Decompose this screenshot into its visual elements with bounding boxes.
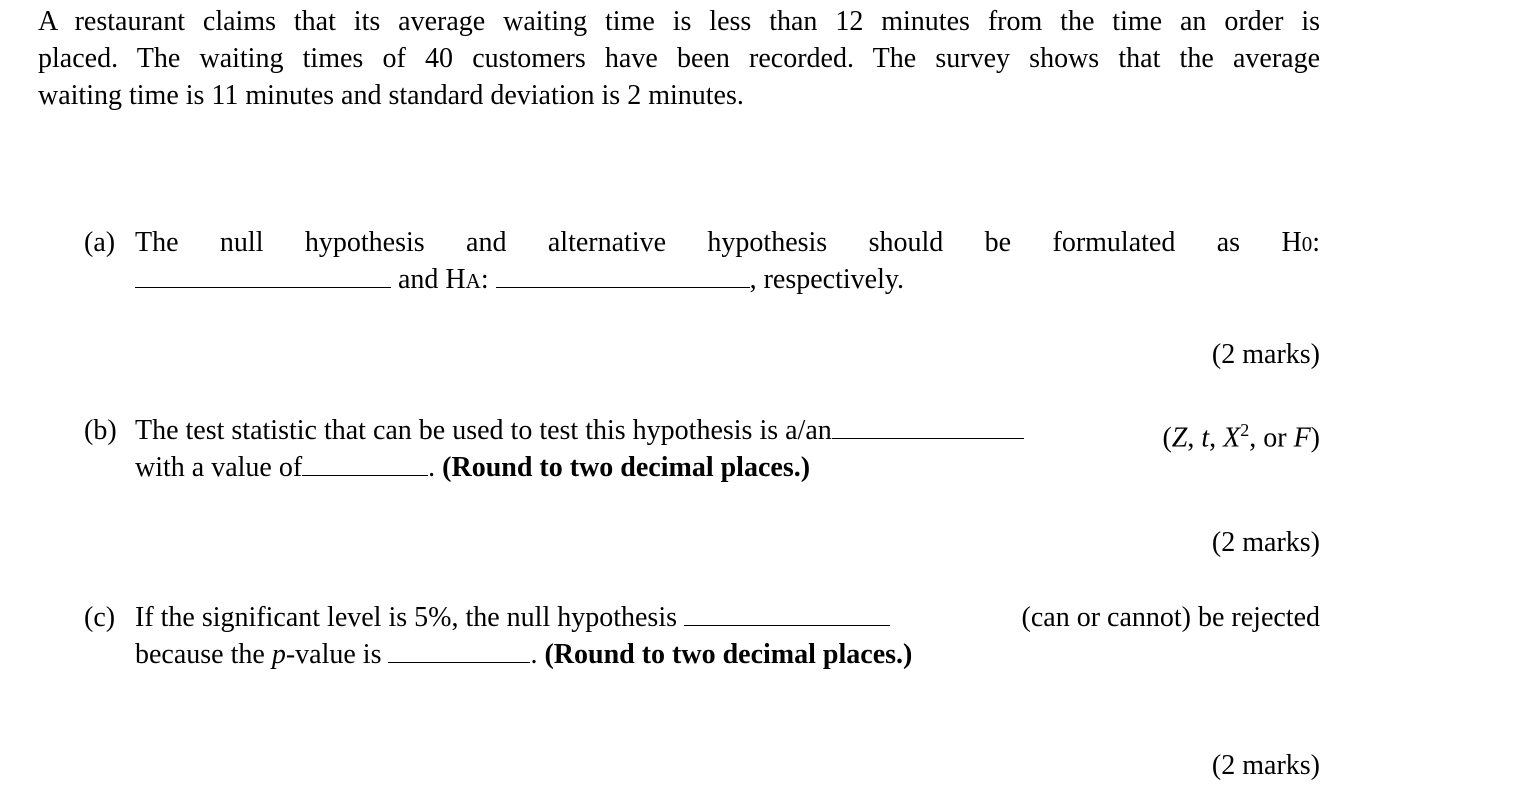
part-a-word: The xyxy=(135,227,179,258)
ha-answer-blank[interactable] xyxy=(496,261,750,288)
part-a-word: hypothesis xyxy=(707,227,828,258)
part-a-word: be xyxy=(984,227,1012,258)
round-note: (Round to two decimal places.) xyxy=(544,639,913,670)
part-a-word: formulated xyxy=(1052,227,1176,258)
intro-line-1: A restaurant claims that its average waiting time is less than 12 minutes from the time an order is xyxy=(38,6,1320,37)
intro-line-2: placed. The waiting times of 40 customers have been recorded. The survey shows that the average xyxy=(38,43,1320,74)
part-a-word: and xyxy=(466,227,507,258)
part-c-marks: (2 marks) xyxy=(1211,750,1320,781)
part-a-body xyxy=(135,224,1320,298)
part-b-marks: (2 marks) xyxy=(1211,527,1320,558)
part-a-line-2: and HA: , respectively. xyxy=(135,261,1320,298)
h0-term: H0: xyxy=(1281,227,1320,258)
p-value-blank[interactable] xyxy=(388,636,530,663)
part-c-body xyxy=(135,599,1320,673)
part-a-label: (a) xyxy=(84,227,116,258)
test-value-blank[interactable] xyxy=(302,449,428,476)
part-b xyxy=(84,412,1320,492)
part-c-label: (c) xyxy=(84,602,116,633)
part-a xyxy=(84,224,1320,304)
ha-subscript: A xyxy=(465,269,481,293)
h0-subscript: 0 xyxy=(1301,232,1313,256)
part-a-word: should xyxy=(868,227,944,258)
part-b-line-2: with a value of . (Round to two decimal places.) xyxy=(135,449,1320,486)
problem-statement xyxy=(38,3,1320,114)
h0-answer-blank[interactable] xyxy=(135,261,391,288)
part-c-line-2: because the p-value is . (Round to two decimal places.) xyxy=(135,636,1320,673)
part-c-line-1: If the significant level is 5%, the null hypothesis (can or cannot) be rejected xyxy=(135,599,1320,636)
test-choices: (Z, t, $X^2$, or F) xyxy=(1162,420,1320,454)
part-a-marks: (2 marks) xyxy=(1211,339,1320,370)
part-a-line-1 xyxy=(135,224,1320,261)
part-c xyxy=(84,599,1320,679)
part-a-word: alternative xyxy=(547,227,667,258)
part-b-line-1: The test statistic that can be used to test this hypothesis is a/an (Z, t, $X^2$, or F) xyxy=(135,412,1320,449)
part-a-word: hypothesis xyxy=(304,227,425,258)
test-statistic-blank[interactable] xyxy=(832,412,1024,439)
intro-line-3: waiting time is 11 minutes and standard deviation is 2 minutes. xyxy=(38,80,744,111)
part-b-label: (b) xyxy=(84,415,117,446)
reject-answer-blank[interactable] xyxy=(684,599,890,626)
part-a-word: null xyxy=(219,227,264,258)
part-a-word: as xyxy=(1216,227,1241,258)
part-b-body xyxy=(135,412,1320,486)
round-note: (Round to two decimal places.) xyxy=(442,452,811,483)
